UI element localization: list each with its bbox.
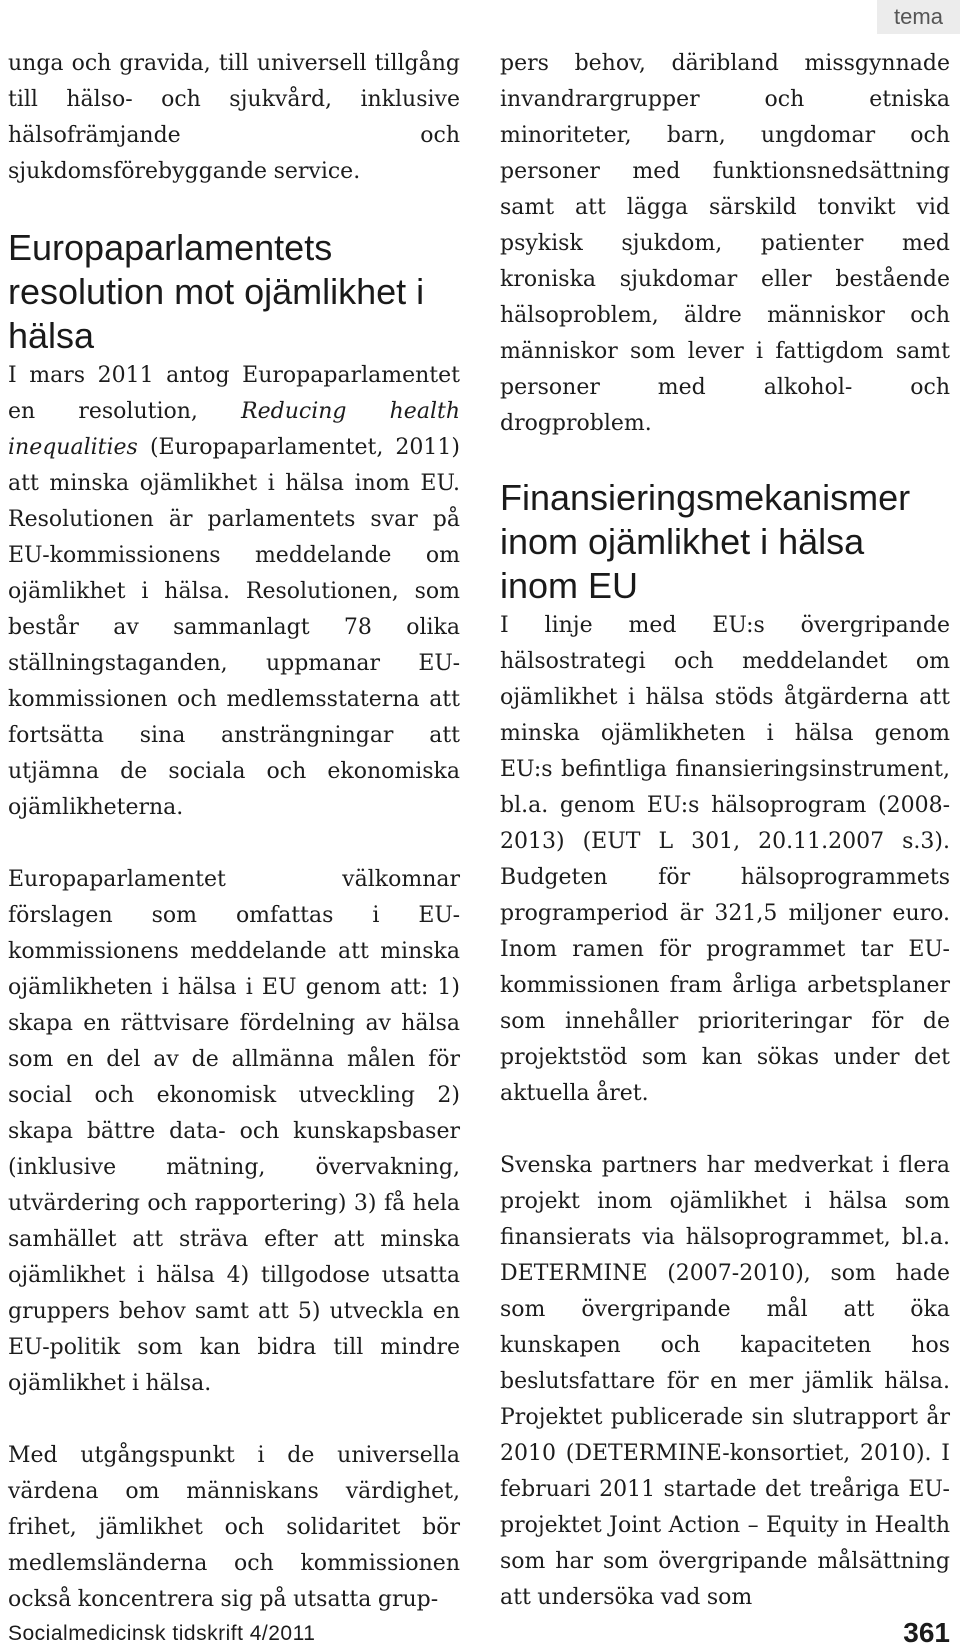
values-paragraph: Med utgångspunkt i de universella värdena om människans värdighet, frihet, jämlikhet och solidaritet bör medlemsländerna och kommissionen också koncentrera sig på utsatta grup- <box>8 1443 460 1612</box>
continuation-paragraph: pers behov, däribland missgynnade invandrargrupper och etniska minoriteter, barn, ungdomar och personer med funktionsnedsättning samt att lägga särskild tonvikt vid psykisk sjukdom, patienter med kroniska sjukdomar eller bestående hälsoproblem, äldre människor och människor som lever i fattigdom samt personer med alkohol- och drogproblem. <box>500 51 950 436</box>
section-tab: tema <box>877 0 960 34</box>
health-program-paragraph: I linje med EU:s övergripande hälsostrategi och meddelandet om ojämlikhet i hälsa stöds åtgärderna att minska ojämlikheten i hälsa genom EU:s befintliga finansieringsinstrument, bl.a. genom EU:s hälsoprogram (2008-2013) (EUT L 301, 20.11.2007 s.3). Budgeten för hälsoprogrammets programperiod är 321,5 miljoner euro. Inom ramen för programmet tar EU-kommissionen fram årliga arbetsplaner som innehåller prioriteringar för de projektstöd som kan sökas under det aktuella året. <box>500 613 950 1106</box>
proposals-paragraph: Europaparlamentet välkomnar förslagen som omfattas i EU-kommissionens meddelande att minska ojämlikheten i hälsa i EU genom att: 1) skapa en rättvisare fördelning av hälsa som en del av de allmänna målen för social och ekonomisk utveckling 2) skapa bättre data- och kunskapsbaser (inklusive mätning, övervakning, utvärdering och rapportering) 3) få hela samhället att sträva efter att minska ojämlikhet i hälsa 4) tillgodose utsatta gruppers behov samt att 5) utveckla en EU-politik som kan bidra till mindre ojämlikhet i hälsa. <box>8 867 460 1396</box>
right-column <box>500 46 950 1616</box>
intro-paragraph: unga och gravida, till universell tillgång till hälso- och sjukvård, inklusive hälsofrämjande och sjukdomsförebyggande service. <box>8 51 460 184</box>
resolution-text-start: I mars 2011 antog Europaparlamentet en resolution, <box>8 363 460 424</box>
resolution-text-end: (Europaparlamentet, 2011) att minska ojämlikhet i hälsa inom EU. Resolutionen är parlamentets svar på EU-kommissionens meddelande om ojämlikhet i hälsa. Resolutionen, som består av sammanlagt 78 olika ställningstaganden, uppmanar EU-kommissionen och medlemsstaterna att fortsätta sina ansträngningar att utjämna de sociala och ekonomiska ojämlikheterna. <box>8 435 460 820</box>
resolution-paragraph <box>8 358 460 826</box>
page-number: 361 <box>903 1617 950 1648</box>
heading-ep-resolution: Europaparlamentets resolution mot ojämlikhet i hälsa <box>8 227 425 356</box>
page-footer <box>8 1619 950 1649</box>
left-column <box>8 46 460 1618</box>
swedish-partners-paragraph: Svenska partners har medverkat i flera projekt inom ojämlikhet i hälsa som finansierats via hälsoprogrammet, bl.a. DETERMINE (2007-2010), som hade som övergripande mål att öka kunskapen och kapaciteten hos beslutsfattare för en mer jämlik hälsa. Projektet publicerade sin slutrapport år 2010 (DETERMINE-konsortiet, 2010). I februari 2011 startade det treåriga EU-projektet Joint Action – Equity in Health som har som övergripande målsättning att undersöka vad som <box>500 1153 950 1610</box>
journal-name: Socialmedicinsk tidskrift 4/2011 <box>8 1622 316 1645</box>
heading-funding-mechanisms: Finansieringsmekanismer inom ojämlikhet i hälsa inom EU <box>500 477 911 606</box>
resolution-title: Reducing health inequalities <box>8 399 460 460</box>
